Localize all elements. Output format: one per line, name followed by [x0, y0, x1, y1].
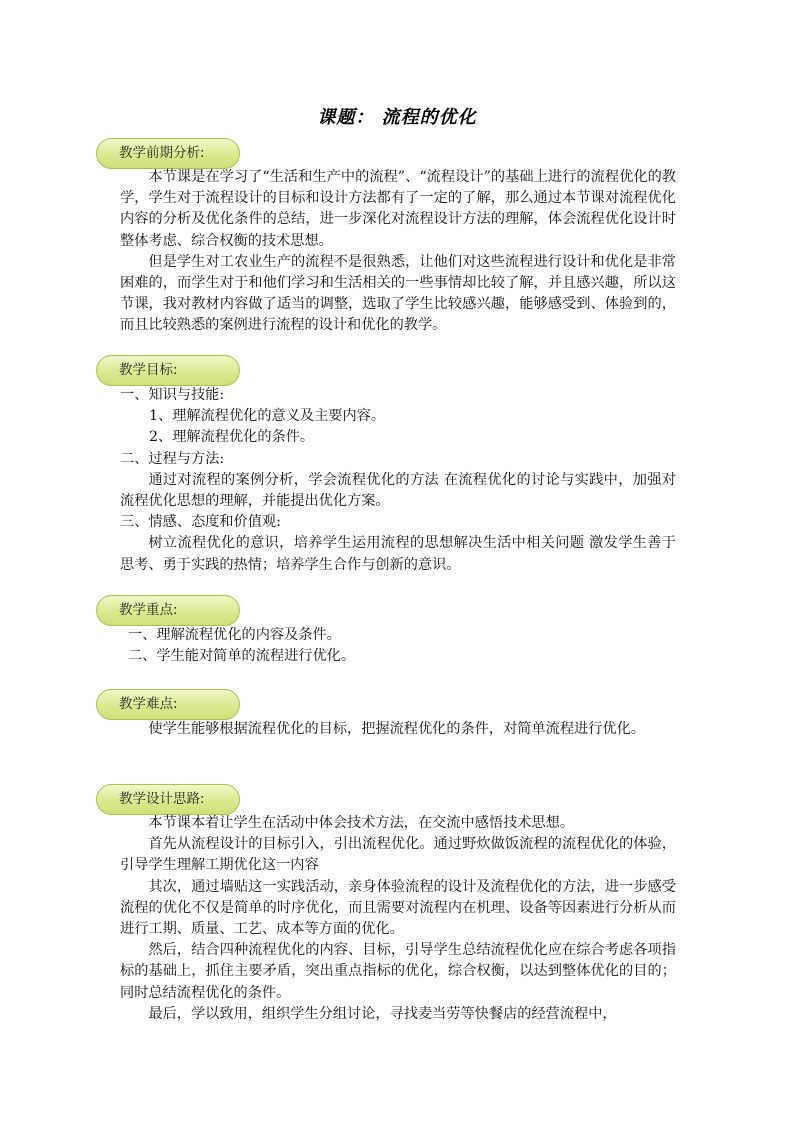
key-point-2: 二、学生能对简单的流程进行优化。	[128, 648, 356, 665]
section-label-analysis: 教学前期分析:	[96, 138, 240, 169]
section-label-key-points: 教学重点:	[96, 595, 240, 626]
design-block	[120, 813, 676, 1025]
section-label-goals: 教学目标:	[96, 355, 240, 386]
difficulties-text: 使学生能够根据流程优化的目标，把握流程优化的条件，对简单流程进行优化。	[148, 721, 645, 737]
design-paragraph-1: 本节课本着让学生在活动中体会技术方法，在交流中感悟技术思想。	[148, 815, 575, 831]
key-point-1: 一、理解流程优化的内容及条件。	[128, 627, 341, 643]
page-title: 课题： 流程的优化	[317, 107, 477, 128]
key-points-block	[120, 625, 676, 667]
analysis-paragraph-2: 但是学生对工农业生产的流程不是很熟悉，让他们对这些流程进行设计和优化是非常困难的，而学生对于和他们学习和生活相关的一些事情却比较了解，并且感兴趣，所以这节课，我对教材内容做了适当的调整，选取了学生比较感兴趣，能够感受到、体验到的，而且比较熟悉的案例进行流程的设计和优化的教学。	[120, 253, 676, 334]
goals-attitude-text: 树立流程优化的意识，培养学生运用流程的思想解决生活中相关问题 激发学生善于思考、勇于实践的热情；培养学生合作与创新的意识。	[120, 535, 676, 573]
goals-heading-process: 二、过程与方法:	[120, 450, 225, 467]
design-paragraph-2: 首先从流程设计的目标引入，引出流程优化。通过野炊做饭流程的流程优化的体验，引导学生理解工期优化这一内容	[120, 836, 676, 874]
design-paragraph-5: 最后，学以致用，组织学生分组讨论，寻找麦当劳等快餐店的经营流程中，	[148, 1005, 617, 1022]
design-paragraph-4: 然后，结合四种流程优化的内容、目标，引导学生总结流程优化应在综合考虑各项指标的基础上，抓住主要矛盾，突出重点指标的优化，综合权衡，以达到整体优化的目的；同时总结流程优化的条件。	[120, 942, 676, 1001]
goals-item-1: 1、理解流程优化的意义及主要内容。	[149, 408, 386, 425]
goals-heading-attitude: 三、情感、态度和价值观:	[120, 514, 281, 531]
analysis-paragraph-1: 本节课是在学习了“生活和生产中的流程”、“流程设计”的基础上进行的流程优化的教学，学生对于流程设计的目标和设计方法都有了一定的了解，那么通过本节课对流程优化内容的分析及优化条件的总结，进一步深化对流程设计方法的理解，体会流程优化设计时整体考虑、综合权衡的技术思想。	[120, 169, 676, 249]
goals-item-2: 2、理解流程优化的条件。	[149, 429, 315, 446]
goals-block	[120, 385, 676, 576]
design-paragraph-3: 其次，通过墙贴这一实践活动，亲身体验流程的设计及流程优化的方法，进一步感受流程的优化不仅是简单的时序优化，而且需要对流程内在机理、设备等因素进行分析从而进行工期、质量、工艺、成本等方面的优化。	[120, 878, 676, 938]
section-label-difficulties: 教学难点:	[96, 689, 240, 720]
difficulties-block	[120, 719, 676, 740]
section-label-design: 教学设计思路:	[96, 784, 240, 815]
analysis-block	[120, 167, 676, 337]
goals-process-text: 通过对流程的案例分析，学会流程优化的方法 在流程优化的讨论与实践中，加强对流程优化思想的理解，并能提出优化方案。	[120, 471, 676, 510]
goals-heading-knowledge: 一、知识与技能:	[120, 387, 225, 403]
